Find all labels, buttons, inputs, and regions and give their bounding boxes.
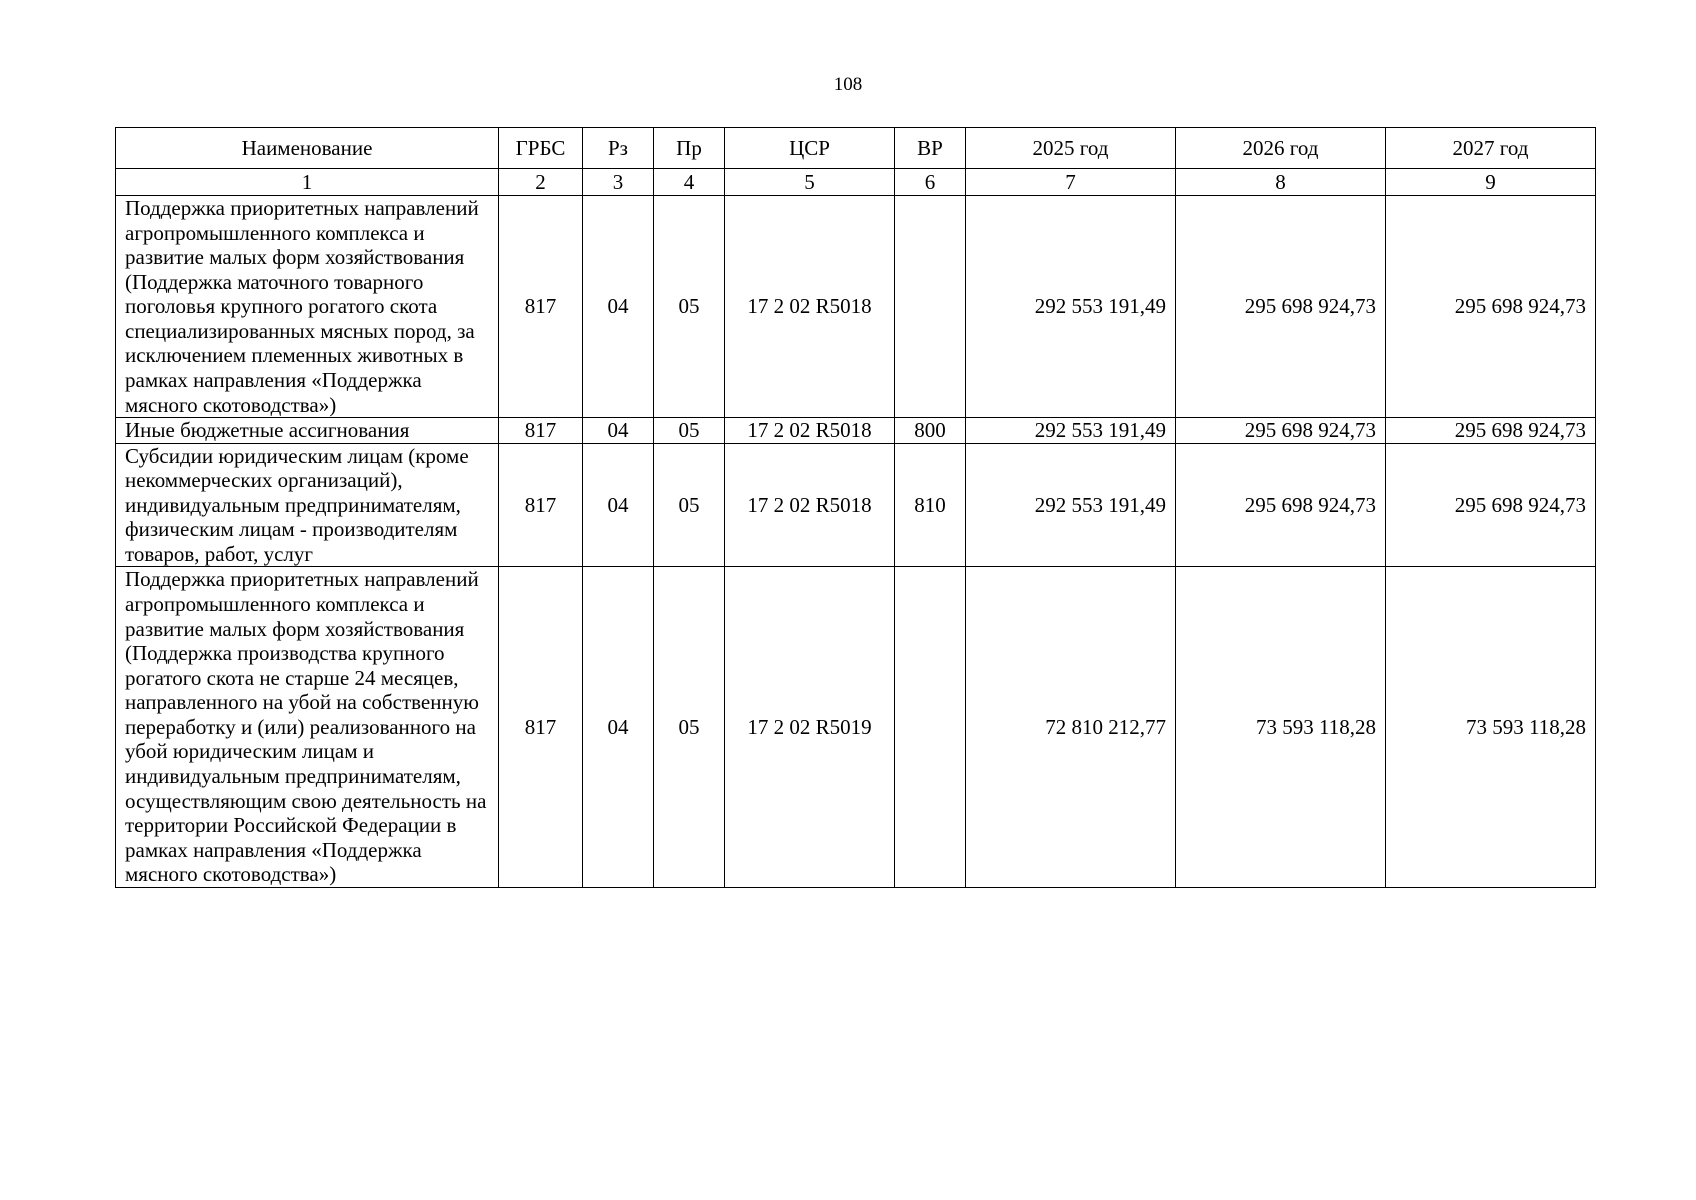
header-rz: Рз — [583, 128, 654, 169]
column-number: 5 — [725, 169, 895, 196]
column-number: 6 — [895, 169, 966, 196]
vr-cell — [895, 567, 966, 887]
amount-2026-cell: 295 698 924,73 — [1176, 196, 1386, 418]
pr-cell: 05 — [654, 443, 725, 567]
amount-2025-cell: 292 553 191,49 — [966, 443, 1176, 567]
row-name-cell: Поддержка приоритетных направлений агропромышленного комплекса и развитие малых форм хозяйствования (Поддержка маточного товарного поголовья крупного рогатого скота специализированных мясных пород, за исключением племенных животных в рамках направления «Поддержка мясного скотоводства») — [116, 196, 499, 418]
vr-cell — [895, 196, 966, 418]
header-vr: ВР — [895, 128, 966, 169]
rz-cell: 04 — [583, 418, 654, 444]
pr-cell: 05 — [654, 196, 725, 418]
header-year-2026: 2026 год — [1176, 128, 1386, 169]
grbs-cell: 817 — [499, 418, 583, 444]
pr-cell: 05 — [654, 418, 725, 444]
grbs-cell: 817 — [499, 196, 583, 418]
amount-2025-cell: 292 553 191,49 — [966, 418, 1176, 444]
amount-2026-cell: 295 698 924,73 — [1176, 443, 1386, 567]
amount-2026-cell: 73 593 118,28 — [1176, 567, 1386, 887]
page-number: 108 — [833, 74, 863, 95]
vr-cell: 810 — [895, 443, 966, 567]
column-number: 4 — [654, 169, 725, 196]
csr-cell: 17 2 02 R5018 — [725, 443, 895, 567]
row-name-cell: Иные бюджетные ассигнования — [116, 418, 499, 444]
table-row — [116, 567, 1596, 887]
grbs-cell: 817 — [499, 567, 583, 887]
row-name-cell: Поддержка приоритетных направлений агропромышленного комплекса и развитие малых форм хозяйствования (Поддержка производства крупного рогатого скота не старше 24 месяцев, направленного на убой на собственную переработку и (или) реализованного на убой юридическим лицам и индивидуальным предпринимателям, осуществляющим свою деятельность на территории Российской Федерации в рамках направления «Поддержка мясного скотоводства») — [116, 567, 499, 887]
rz-cell: 04 — [583, 196, 654, 418]
pr-cell: 05 — [654, 567, 725, 887]
vr-cell: 800 — [895, 418, 966, 444]
amount-2027-cell: 295 698 924,73 — [1386, 443, 1596, 567]
column-number: 2 — [499, 169, 583, 196]
amount-2027-cell: 73 593 118,28 — [1386, 567, 1596, 887]
column-number: 8 — [1176, 169, 1386, 196]
budget-table-wrapper — [115, 127, 1596, 888]
header-year-2027: 2027 год — [1386, 128, 1596, 169]
column-number: 1 — [116, 169, 499, 196]
row-name-cell: Субсидии юридическим лицам (кроме некоммерческих организаций), индивидуальным предпринимателям, физическим лицам - производителям товаров, работ, услуг — [116, 443, 499, 567]
column-number: 7 — [966, 169, 1176, 196]
header-csr: ЦСР — [725, 128, 895, 169]
column-number: 3 — [583, 169, 654, 196]
amount-2026-cell: 295 698 924,73 — [1176, 418, 1386, 444]
csr-cell: 17 2 02 R5018 — [725, 196, 895, 418]
header-year-2025: 2025 год — [966, 128, 1176, 169]
column-number: 9 — [1386, 169, 1596, 196]
grbs-cell: 817 — [499, 443, 583, 567]
rz-cell: 04 — [583, 567, 654, 887]
header-grbs: ГРБС — [499, 128, 583, 169]
rz-cell: 04 — [583, 443, 654, 567]
column-number-row — [116, 169, 1596, 196]
header-pr: Пр — [654, 128, 725, 169]
table-row — [116, 418, 1596, 444]
amount-2027-cell: 295 698 924,73 — [1386, 196, 1596, 418]
header-name: Наименование — [116, 128, 499, 169]
budget-table — [115, 127, 1596, 888]
table-row — [116, 196, 1596, 418]
amount-2025-cell: 292 553 191,49 — [966, 196, 1176, 418]
csr-cell: 17 2 02 R5019 — [725, 567, 895, 887]
amount-2025-cell: 72 810 212,77 — [966, 567, 1176, 887]
csr-cell: 17 2 02 R5018 — [725, 418, 895, 444]
amount-2027-cell: 295 698 924,73 — [1386, 418, 1596, 444]
header-row — [116, 128, 1596, 169]
table-row — [116, 443, 1596, 567]
